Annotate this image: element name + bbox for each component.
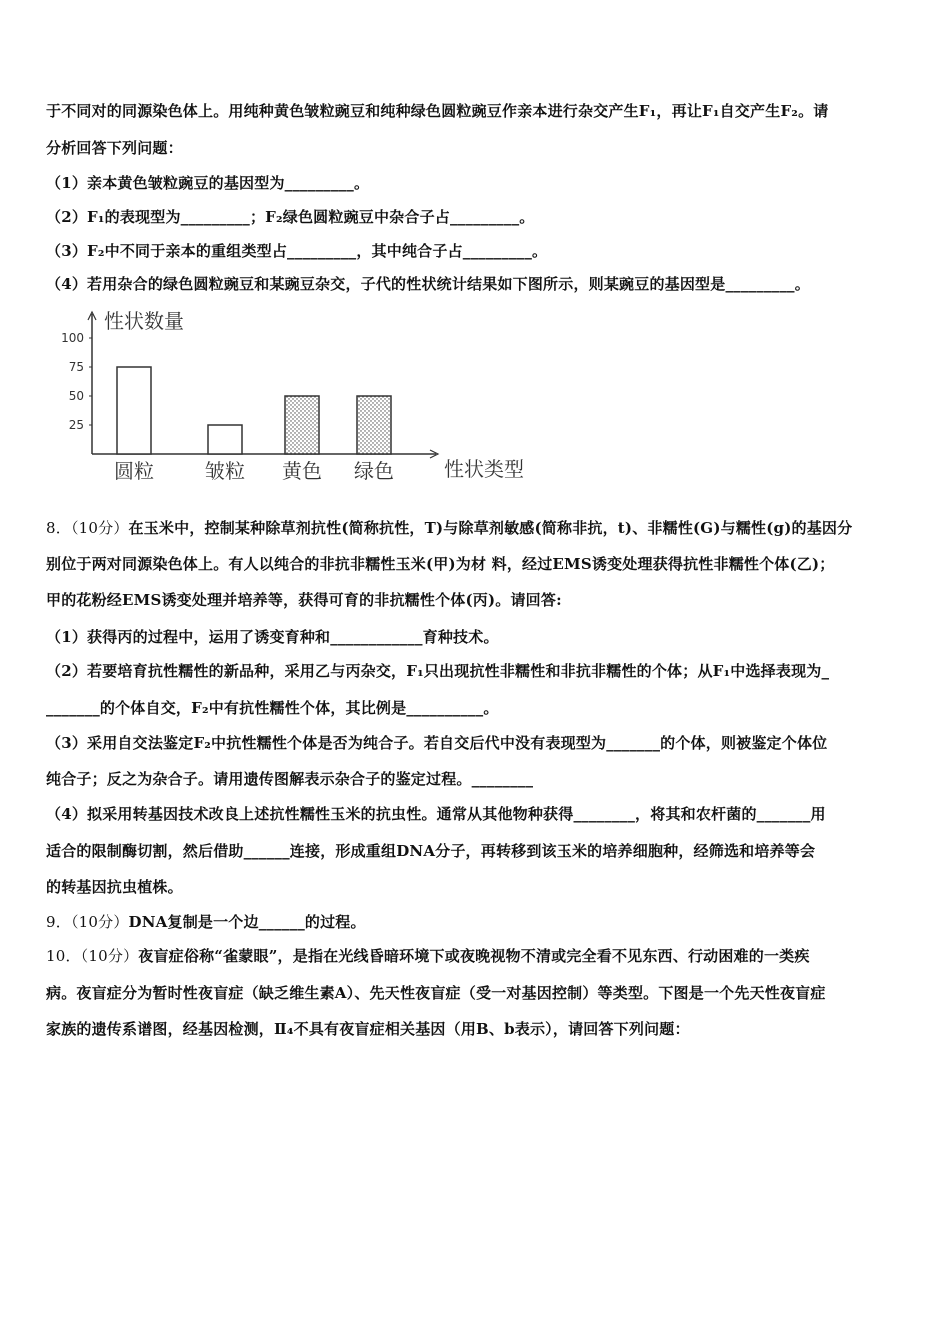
text-line: _______的个体自交，F₂中有抗性糯性个体，其比例是__________。 xyxy=(46,699,499,717)
category-label: 皱粒 xyxy=(205,459,245,483)
question-number: 10．（10分） xyxy=(46,947,139,965)
y-tick-label: 50 xyxy=(68,389,84,403)
bar-2 xyxy=(208,425,242,454)
text-line xyxy=(46,945,810,967)
y-tick-label: 75 xyxy=(68,360,84,374)
text-line: （4）若用杂合的绿色圆粒豌豆和某豌豆杂交，子代的性状统计结果如下图所示，则某豌豆的基因型是_________。 xyxy=(46,275,810,293)
text-line: （1）亲本黄色皱粒豌豆的基因型为_________。 xyxy=(46,174,370,192)
text-line: （3）F₂中不同于亲本的重组类型占_________，其中纯合子占_________。 xyxy=(46,242,548,260)
bar-1 xyxy=(117,367,151,454)
question-text: 在玉米中，控制某种除草剂抗性(简称抗性，T)与除草剂敏感(简称非抗，t)、非糯性(G)与糯性(g)的基因分 xyxy=(128,519,853,537)
text-line: （2）若要培育抗性糯性的新品种，采用乙与丙杂交，F₁只出现抗性非糯性和非抗非糯性的个体；从F₁中选择表现为_ xyxy=(46,662,830,680)
text-line: 纯合子；反之为杂合子。请用遗传图解表示杂合子的鉴定过程。________ xyxy=(46,770,534,788)
category-label: 绿色 xyxy=(354,459,394,483)
question-text: DNA复制是一个边______的过程。 xyxy=(128,913,366,931)
text-line: （1）获得丙的过程中，运用了诱变育种和____________育种技术。 xyxy=(46,628,499,646)
trait-bar-chart xyxy=(52,306,552,492)
text-line: 甲的花粉经EMS诱变处理并培养等，获得可育的非抗糯性个体(丙)。请回答: xyxy=(46,591,562,609)
y-tick-label: 100 xyxy=(61,331,84,345)
text-line: 适合的限制酶切割，然后借助______连接，形成重组DNA分子，再转移到该玉米的培养细胞种，经筛选和培养等会 xyxy=(46,842,816,860)
text-line: 家族的遗传系谱图，经基因检测，Ⅱ₄不具有夜盲症相关基因（用B、b表示），请回答下列问题： xyxy=(46,1020,690,1038)
y-axis-label: 性状数量 xyxy=(104,309,184,333)
question-number: 9．（10分） xyxy=(46,913,129,931)
bar-3 xyxy=(285,396,319,454)
text-line: 于不同对的同源染色体上。用纯种黄色皱粒豌豆和纯种绿色圆粒豌豆作亲本进行杂交产生F₁，再让F₁自交产生F₂。请 xyxy=(46,102,829,120)
text-line: （2）F₁的表现型为_________；F₂绿色圆粒豌豆中杂合子占_________。 xyxy=(46,208,535,226)
text-line: 别位于两对同源染色体上。有人以纯合的非抗非糯性玉米(甲)为材 料，经过EMS诱变处理获得抗性非糯性个体(乙)； xyxy=(46,555,835,573)
question-text: 夜盲症俗称“雀蒙眼”，是指在光线昏暗环境下或夜晚视物不清或完全看不见东西、行动困难的一类疾 xyxy=(138,947,810,965)
text-line: 的转基因抗虫植株。 xyxy=(46,878,183,896)
text-line: 病。夜盲症分为暂时性夜盲症（缺乏维生素A）、先天性夜盲症（受一对基因控制）等类型。下图是一个先天性夜盲症 xyxy=(46,984,826,1002)
category-label: 黄色 xyxy=(282,459,322,483)
category-label: 圆粒 xyxy=(114,459,154,483)
bar-4 xyxy=(357,396,391,454)
y-tick-label: 25 xyxy=(68,418,84,432)
text-line: 分析回答下列问题： xyxy=(46,139,183,157)
text-line xyxy=(46,911,366,933)
question-number: 8．（10分） xyxy=(46,519,129,537)
x-axis-label: 性状类型 xyxy=(444,457,524,481)
text-line: （3）采用自交法鉴定F₂中抗性糯性个体是否为纯合子。若自交后代中没有表现型为_______的个体，则被鉴定个体位 xyxy=(46,734,828,752)
text-line xyxy=(46,517,852,539)
text-line: （4）拟采用转基因技术改良上述抗性糯性玉米的抗虫性。通常从其他物种获得________，将其和农杆菌的_______用 xyxy=(46,805,826,823)
